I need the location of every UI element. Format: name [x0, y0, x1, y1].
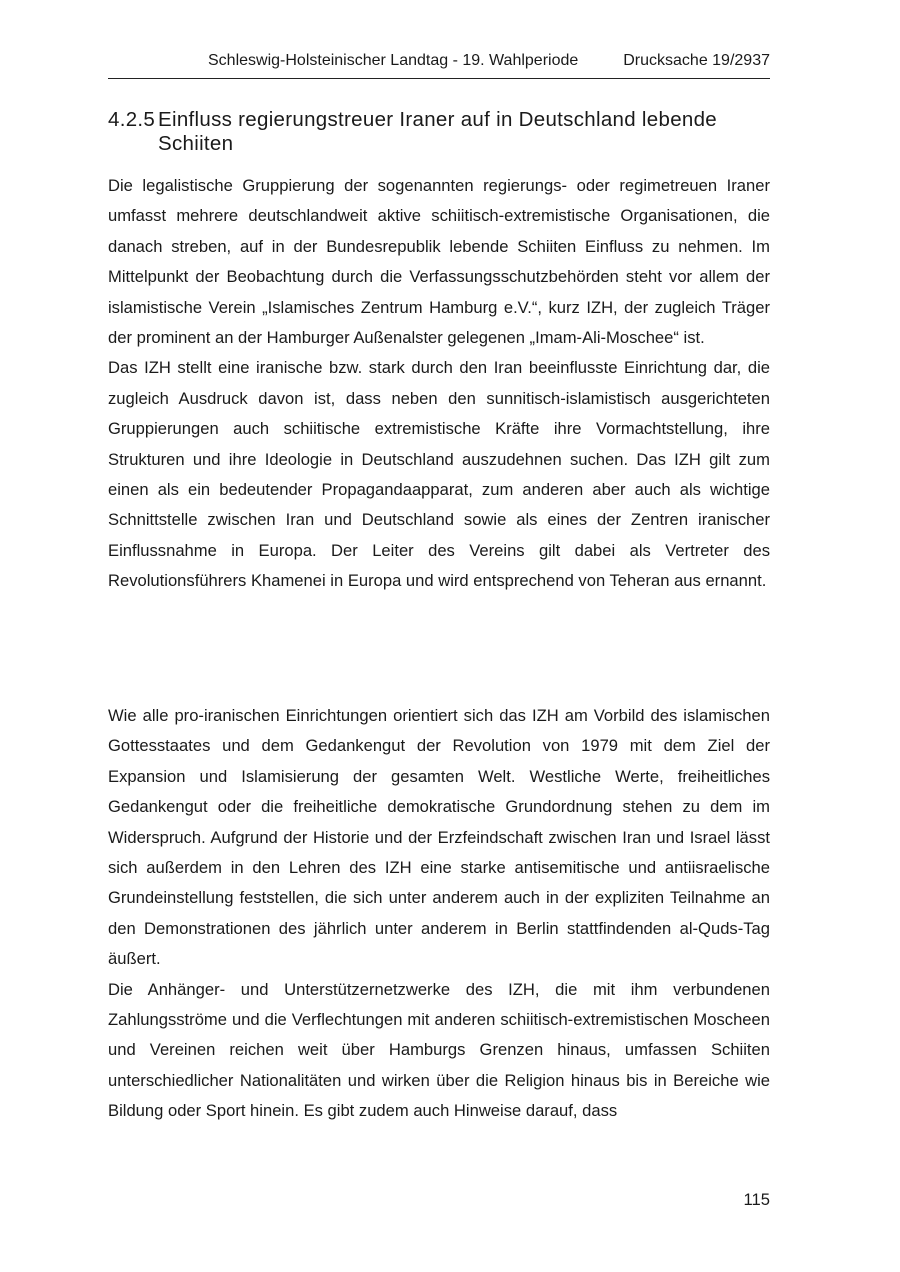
section-title: Einfluss regierungstreuer Iraner auf in Deutschland lebende Schiiten	[158, 108, 717, 155]
text-block-2	[108, 701, 770, 1127]
section-number: 4.2.5	[108, 108, 156, 131]
paragraph-4: Die Anhänger- und Unterstützernetzwerke des IZH, die mit ihm verbundenen Zahlungsströme und die Verflechtungen mit anderen schiitisch-extremistischen Moscheen und Vereinen reichen weit über Hamburgs Grenzen hinaus, umfassen Schiiten unterschiedlicher Nationalitäten und wirken über die Religion hinaus bis in Bereiche wie Bildung oder Sport hinein. Es gibt zudem auch Hinweise darauf, dass	[108, 979, 770, 1121]
page-number: 115	[743, 1190, 770, 1209]
header-title: Schleswig-Holsteinischer Landtag - 19. Wahlperiode	[208, 52, 579, 69]
paragraph-3: Wie alle pro-iranischen Einrichtungen orientiert sich das IZH am Vorbild des islamischen Gottesstaates und dem Gedankengut der Revolution von 1979 mit dem Ziel der Expansion und Islamisierung der gesamten Welt. Westliche Werte, freiheitliches Gedankengut oder die freiheitliche demokratische Grundordnung stehen zu dem im Widerspruch. Aufgrund der Historie und der Erzfeindschaft zwischen Iran und Israel lässt sich außerdem in den Lehren des IZH eine starke antisemitische und antiisraelische Grundeinstellung feststellen, die sich unter anderem auch in der expliziten Teilnahme an den Demonstrationen des jährlich unter anderem in Berlin stattfindenden al-Quds-Tag äußert.	[108, 706, 770, 969]
section-heading	[108, 108, 770, 156]
paragraph-1: Die legalistische Gruppierung der sogenannten regierungs- oder regimetreuen Iraner umfasst mehrere deutschlandweit aktive schiitisch-extremistische Organisationen, die danach streben, auf in der Bundesrepublik lebende Schiiten Einfluss zu nehmen. Im Mittelpunkt der Beobachtung durch die Verfassungsschutzbehörden steht vor allem der islamistische Verein „Islamisches Zentrum Hamburg e.V.“, kurz IZH, der zugleich Träger der prominent an der Hamburger Außenalster gelegenen „Imam-Ali-Moschee“ ist.	[108, 176, 770, 348]
page-header	[108, 50, 770, 79]
paragraph-2: Das IZH stellt eine iranische bzw. stark durch den Iran beeinflusste Einrichtung dar, die zugleich Ausdruck davon ist, dass neben den sunnitisch-islamistisch ausgerichteten Gruppierungen auch schiitische extremistische Kräfte ihre Vormachtstellung, ihre Strukturen und ihre Ideologie in Deutschland auszudehnen suchen. Das IZH gilt zum einen als ein bedeutender Propagandaapparat, zum anderen aber auch als wichtige Schnittstelle zwischen Iran und Deutschland sowie als eines der Zentren iranischer Einflussnahme in Europa. Der Leiter des Vereins gilt dabei als Vertreter des Revolutionsführers Khamenei in Europa und wird entsprechend von Teheran aus ernannt.	[108, 358, 770, 591]
text-block-1	[108, 171, 770, 597]
document-number: Drucksache 19/2937	[623, 52, 770, 69]
